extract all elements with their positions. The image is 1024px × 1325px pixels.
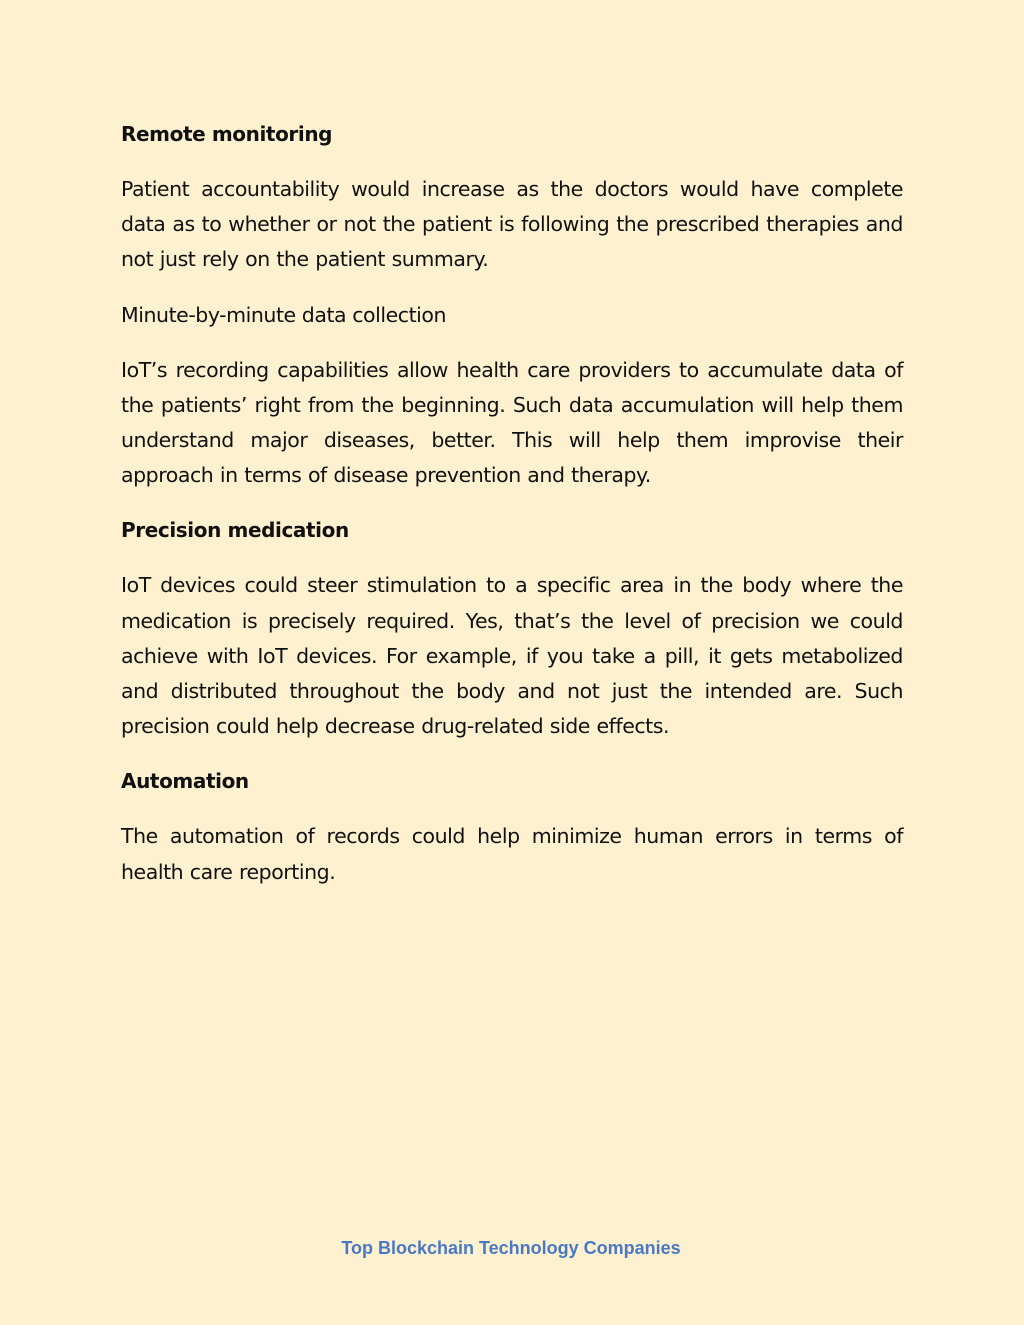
section-heading-precision-medication: Precision medication	[121, 518, 349, 543]
subheading-data-collection: Minute-by-minute data collection	[121, 302, 447, 327]
section-heading-remote-monitoring: Remote monitoring	[121, 122, 333, 146]
paragraph-data-collection: IoT’s recording capabilities allow health care providers to accumulate data of the patients’ right from the beginning. Such data accumulation will help them understand major diseases, better. This will help them improvise their approach in terms of disease prevention and therapy.	[121, 357, 903, 488]
paragraph-precision-medication: IoT devices could steer stimulation to a specific area in the body where the medication is precisely required. Yes, that’s the level of precision we could achieve with IoT devices. For example, if you take a pill, it gets metabolized and distributed throughout the body and not just the intended are. Such precision could help decrease drug-related side effects.	[121, 573, 903, 739]
document-body	[121, 117, 903, 910]
page-footer: Top Blockchain Technology Companies	[341, 1238, 681, 1258]
paragraph-automation: The automation of records could help minimize human errors in terms of health care reporting.	[121, 824, 903, 884]
section-heading-automation: Automation	[121, 769, 249, 794]
paragraph-remote-monitoring: Patient accountability would increase as the doctors would have complete data as to whether or not the patient is following the prescribed therapies and not just rely on the patient summary.	[121, 177, 903, 272]
